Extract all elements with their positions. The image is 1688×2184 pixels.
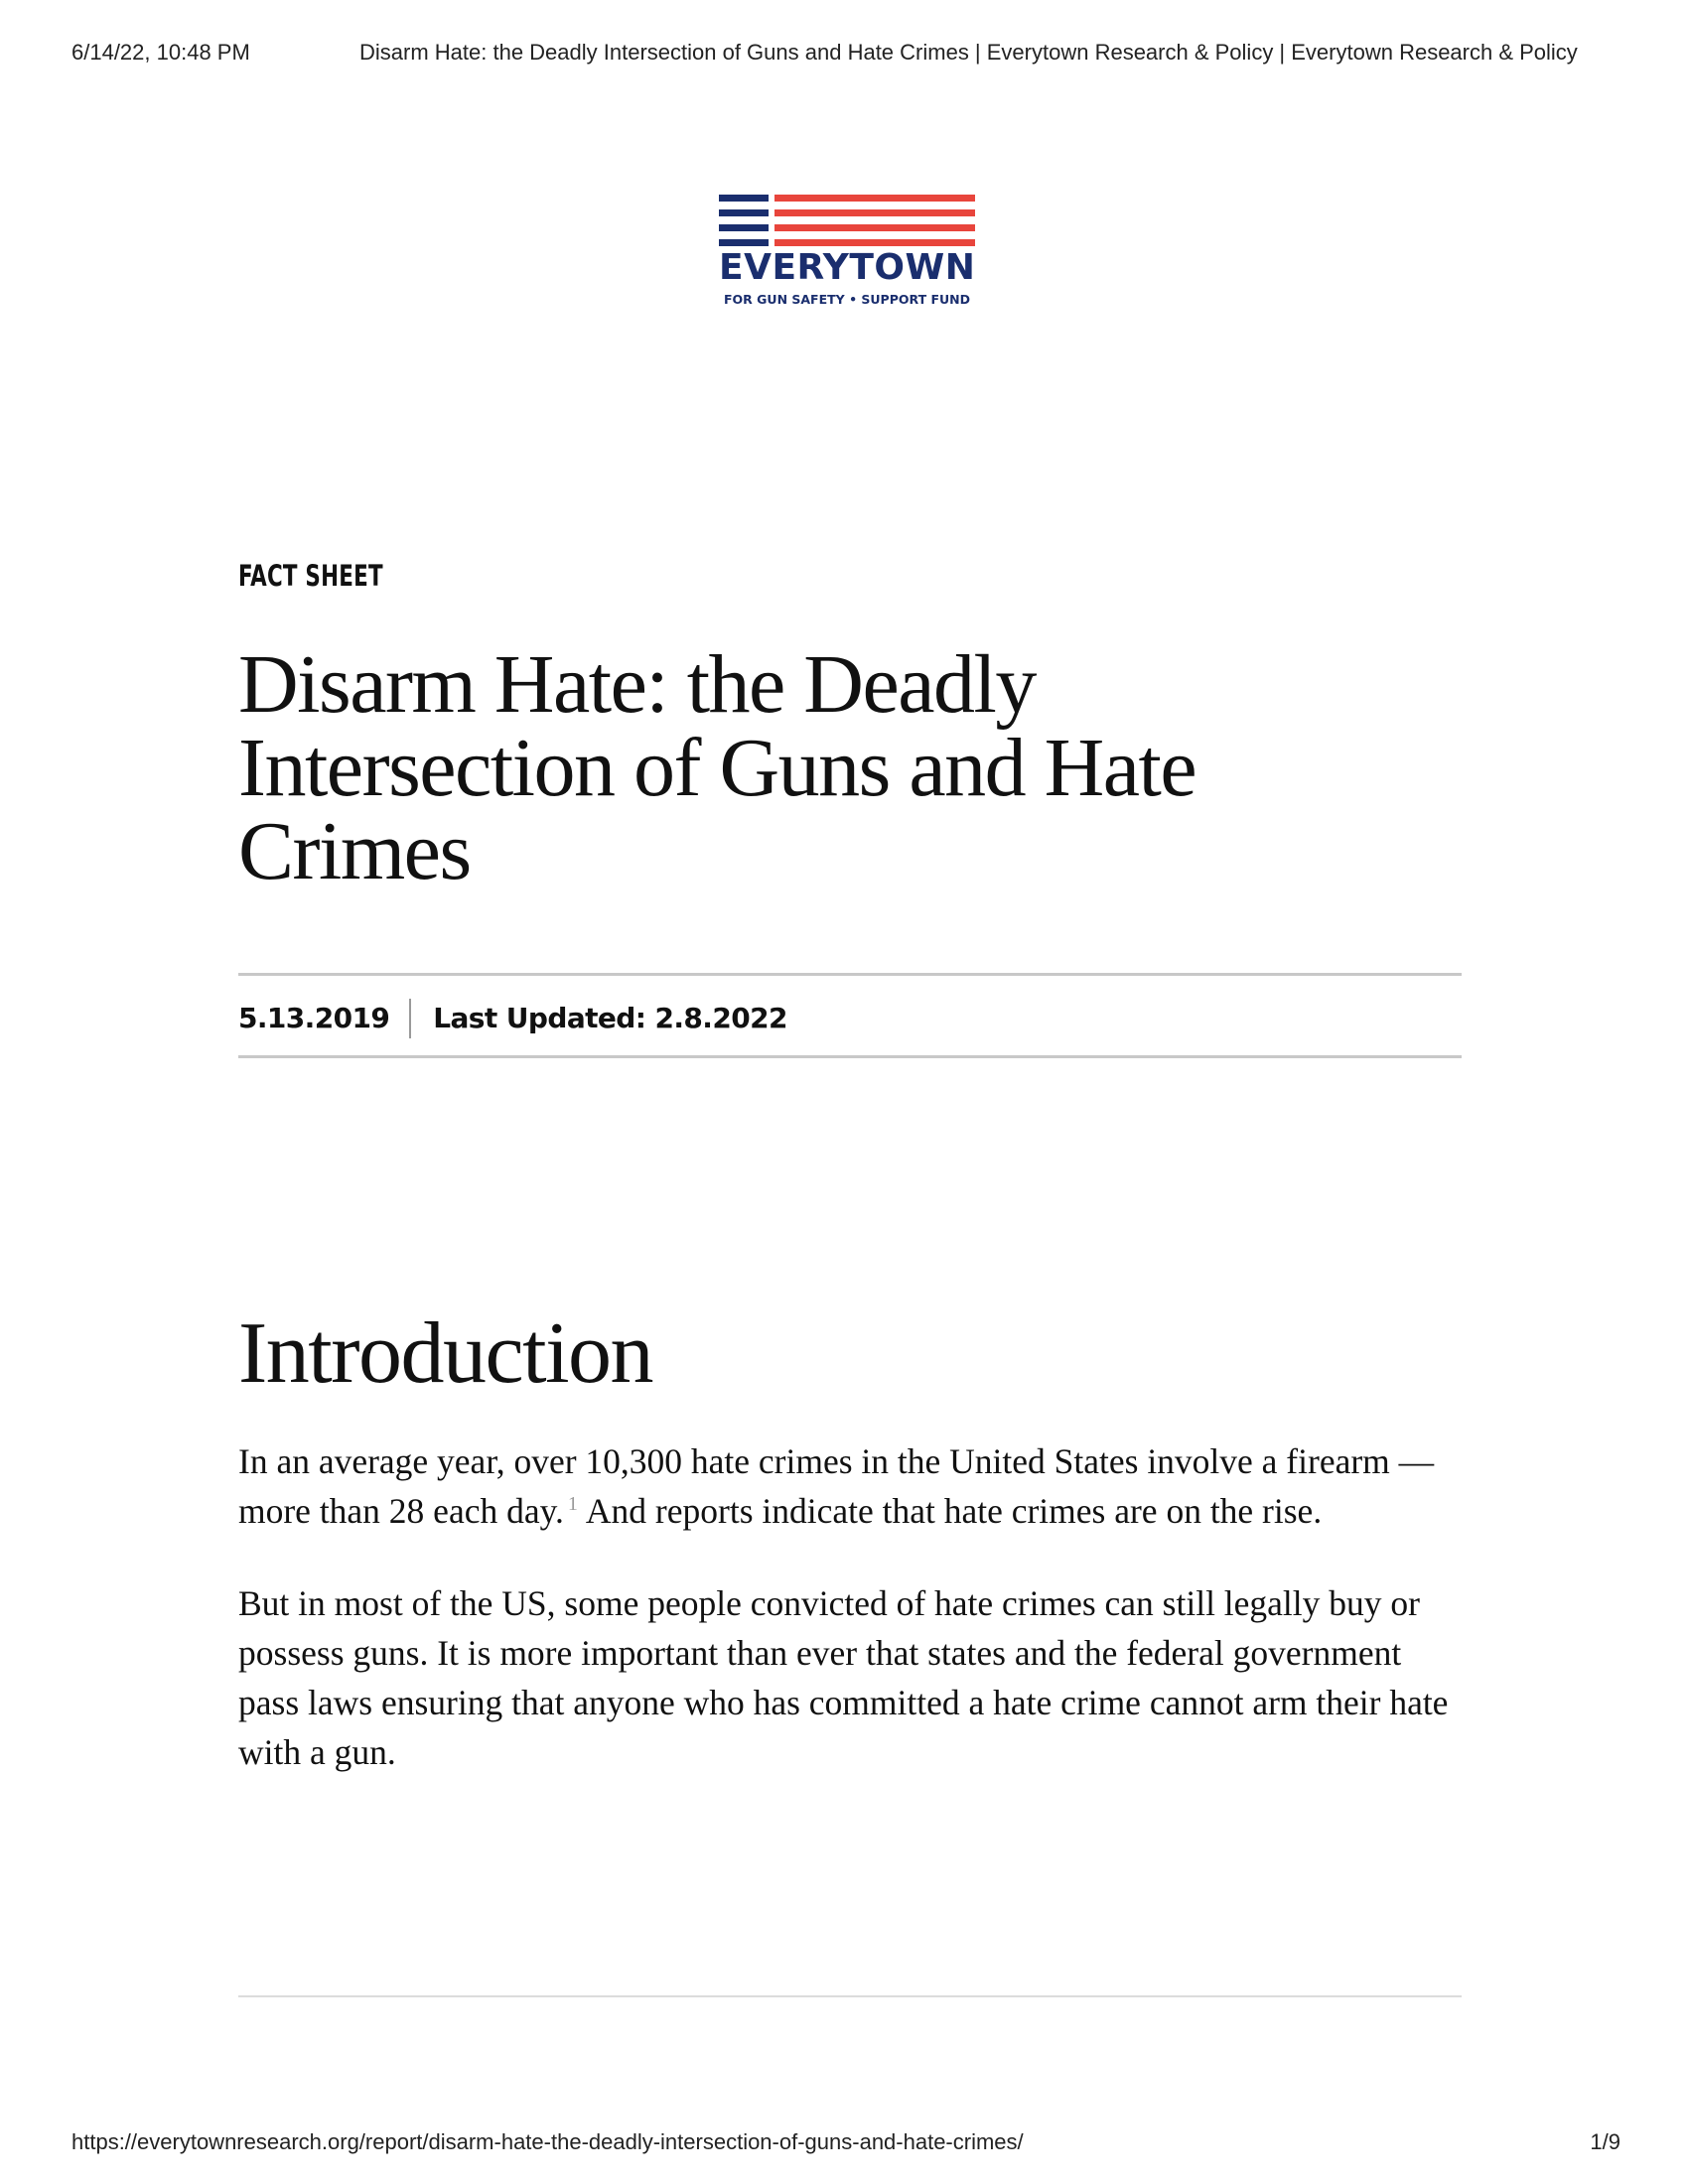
footnote-link-1[interactable]: 1 — [567, 1493, 578, 1516]
print-datetime: 6/14/22, 10:48 PM — [71, 40, 250, 65]
logo-wordmark: EVERYTOWN — [719, 247, 976, 288]
logo-tagline: FOR GUN SAFETY • SUPPORT FUND — [724, 292, 970, 307]
print-header — [71, 40, 1617, 68]
print-footer — [71, 2129, 1620, 2157]
article-kicker: FACT SHEET — [238, 559, 383, 593]
article-dates — [238, 999, 1462, 1038]
meta-bottom-divider — [238, 1055, 1462, 1058]
everytown-logo[interactable] — [719, 195, 975, 312]
introduction-heading: Introduction — [238, 1305, 653, 1402]
last-updated-date: Last Updated: 2.8.2022 — [433, 1002, 787, 1034]
intro-paragraph-1 — [238, 1436, 1470, 1536]
intro-p1-text: In an average year, over 10,300 hate crimes in the United States involve a firearm —more than 28 each day. — [238, 1441, 1435, 1531]
flag-stripes-icon — [719, 195, 975, 246]
article-title: Disarm Hate: the Deadly Intersection of Guns and Hate Crimes — [238, 638, 1196, 897]
published-date: 5.13.2019 — [238, 1002, 390, 1034]
meta-top-divider — [238, 973, 1462, 976]
intro-p1-text-end: And reports indicate that hate crimes are on the rise. — [585, 1491, 1323, 1531]
intro-paragraph-2: But in most of the US, some people convicted of hate crimes can still legally buy or possess guns. It is more important than ever that states and the federal government pass laws ensuring that anyone who has committed a hate crime cannot arm their hate with a gun. — [238, 1583, 1449, 1772]
section-divider — [238, 1995, 1462, 1997]
page-url: https://everytownresearch.org/report/disarm-hate-the-deadly-intersection-of-guns-and-hate-crimes/ — [71, 2129, 1024, 2154]
print-page-title: Disarm Hate: the Deadly Intersection of Guns and Hate Crimes | Everytown Research & Policy | Everytown Research & Policy — [359, 40, 1578, 65]
page-number: 1/9 — [1590, 2129, 1620, 2154]
date-separator — [409, 999, 411, 1038]
